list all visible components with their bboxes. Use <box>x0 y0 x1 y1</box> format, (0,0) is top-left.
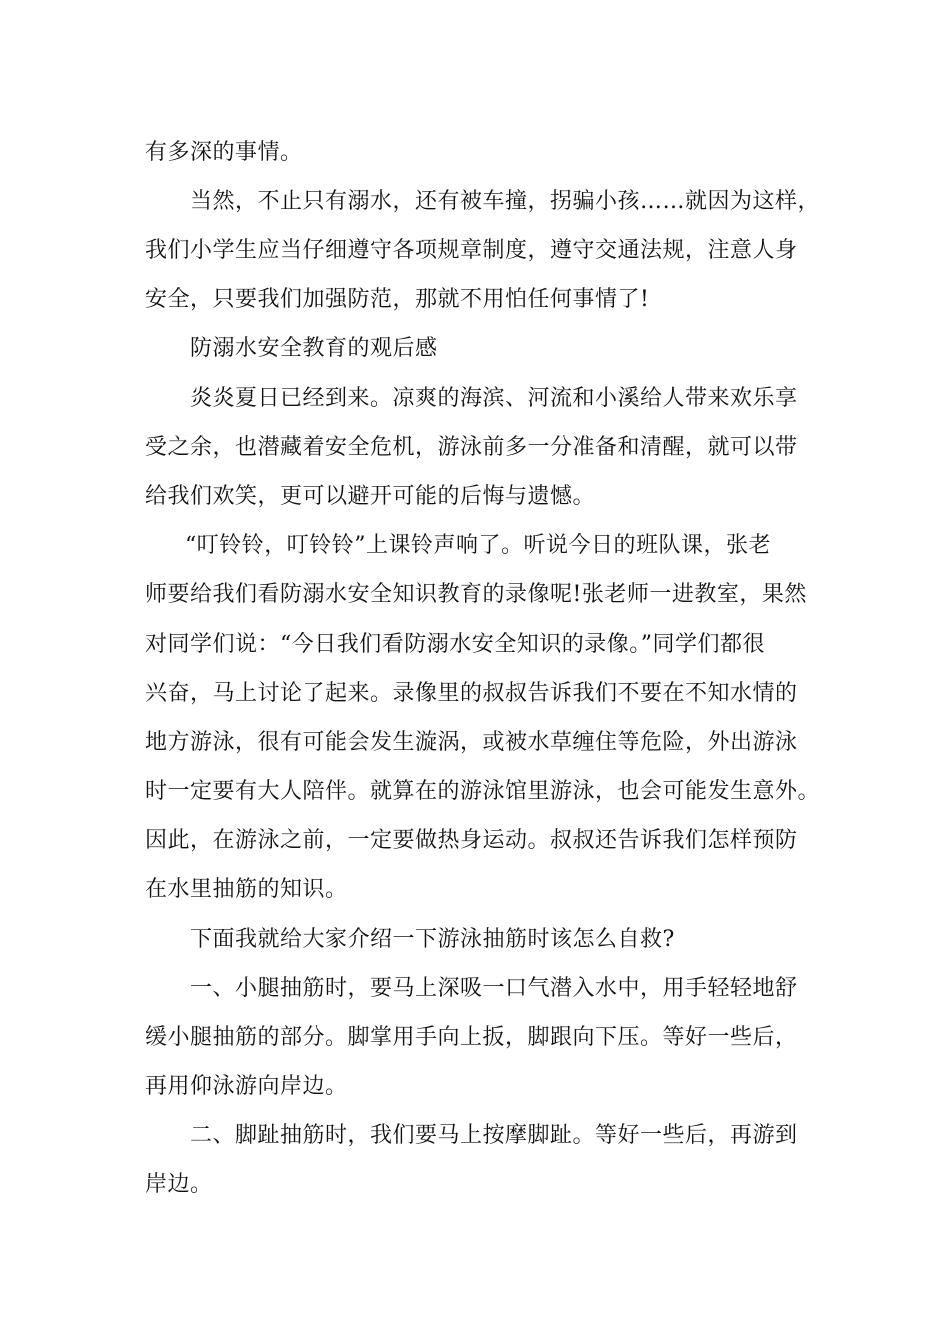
text-line: 有多深的事情。 <box>145 140 303 165</box>
paragraph-start-line: 二、脚趾抽筋时，我们要马上按摩脚趾。等好一些后，再游到 <box>190 1123 798 1148</box>
paragraph-start-line: 当然，不止只有溺水，还有被车撞，拐骗小孩……就因为这样， <box>190 189 821 214</box>
paragraph-start-line: “叮铃铃，叮铃铃”上课铃声响了。听说今日的班队课，张老 <box>185 533 771 558</box>
text-line: 缓小腿抽筋的部分。脚掌用手向上扳，脚跟向下压。等好一些后， <box>145 1025 798 1050</box>
text-line: 因此，在游泳之前，一定要做热身运动。叔叔还告诉我们怎样预防 <box>145 828 798 853</box>
text-line: 受之余，也潜藏着安全危机，游泳前多一分准备和清醒，就可以带 <box>145 435 798 460</box>
paragraph-start-line: 下面我就给大家介绍一下游泳抽筋时该怎么自救? <box>190 927 675 952</box>
section-heading: 防溺水安全教育的观后感 <box>190 336 438 361</box>
text-line: 兴奋，马上讨论了起来。录像里的叔叔告诉我们不要在不知水情的 <box>145 681 798 706</box>
text-line: 再用仰泳游向岸边。 <box>145 1074 348 1099</box>
text-line: 时一定要有大人陪伴。就算在的游泳馆里游泳，也会可能发生意外。 <box>145 779 821 804</box>
text-line: 对同学们说：“今日我们看防溺水安全知识的录像。”同学们都很 <box>145 632 765 657</box>
text-line: 给我们欢笑，更可以避开可能的后悔与遗憾。 <box>145 484 596 509</box>
text-line: 地方游泳，很有可能会发生漩涡，或被水草缠住等危险，外出游泳 <box>145 730 798 755</box>
text-line: 在水里抽筋的知识。 <box>145 877 348 902</box>
text-line: 岸边。 <box>145 1172 213 1197</box>
text-line: 我们小学生应当仔细遵守各项规章制度，遵守交通法规，注意人身 <box>145 238 798 263</box>
text-line: 师要给我们看防溺水安全知识教育的录像呢!张老师一进教室，果然 <box>145 582 807 607</box>
paragraph-start-line: 一、小腿抽筋时，要马上深吸一口气潜入水中，用手轻轻地舒 <box>190 976 798 1001</box>
paragraph-start-line: 炎炎夏日已经到来。凉爽的海滨、河流和小溪给人带来欢乐享 <box>190 386 798 411</box>
text-line: 安全，只要我们加强防范，那就不用怕任何事情了! <box>145 287 650 312</box>
